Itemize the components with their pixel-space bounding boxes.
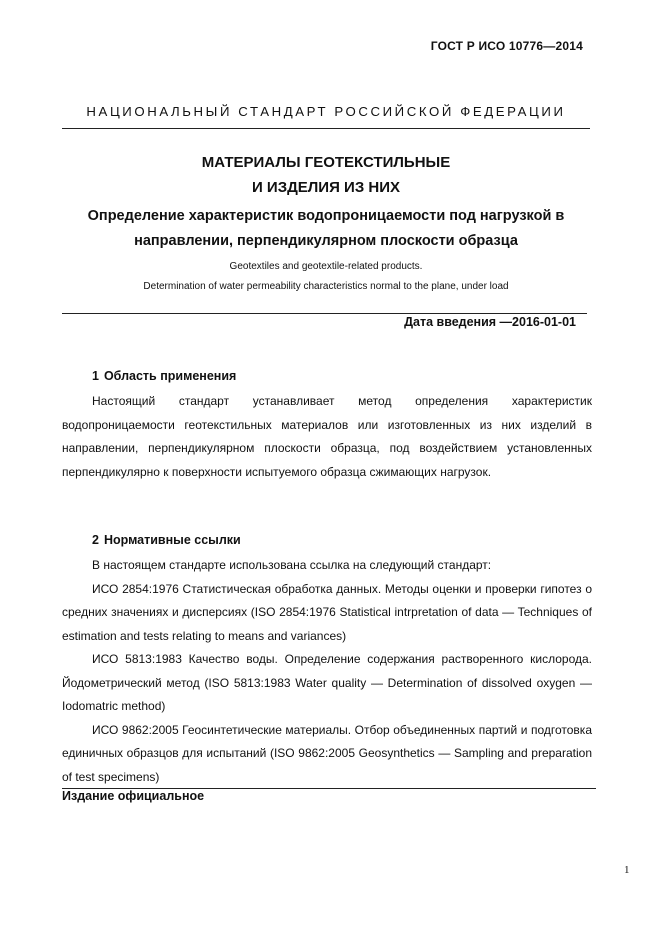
page-number: 1 — [624, 864, 630, 876]
subtitle-line-2: направлении, перпендикулярном плоскости образца — [134, 233, 518, 249]
official-edition-label: Издание официальное — [62, 789, 205, 803]
paragraph: В настоящем стандарте использована ссылка на следующий стандарт: — [92, 558, 492, 572]
section-title: Нормативные ссылки — [103, 533, 241, 547]
document-code: ГОСТ Р ИСО 10776—2014 — [430, 39, 583, 53]
reference-iso-9862: ИСО 9862:2005 Геосинтетические материалы. Отбор объединенных партий и подготовка единичных образцов для испытаний (ISO 9862:2005 Geosynthetics — Sampling and preparation of test specimens) — [62, 722, 592, 784]
section-normative-references — [62, 530, 592, 789]
top-divider — [62, 128, 590, 129]
section-heading — [62, 530, 592, 550]
english-title-line-2: Determination of water permeability characteristics normal to the plane, under load — [143, 281, 509, 292]
title-line-2: И ИЗДЕЛИЯ ИЗ НИХ — [251, 179, 401, 196]
national-standard-heading: НАЦИОНАЛЬНЫЙ СТАНДАРТ РОССИЙСКОЙ ФЕДЕРАЦИИ — [86, 104, 566, 119]
title-divider — [62, 313, 587, 314]
english-title-line-1: Geotextiles and geotextile-related products. — [229, 261, 423, 272]
introduction-date: Дата введения —2016-01-01 — [404, 315, 576, 329]
title-line-1: МАТЕРИАЛЫ ГЕОТЕКСТИЛЬНЫЕ — [201, 154, 451, 171]
section-title: Область применения — [103, 369, 237, 383]
reference-iso-2854: ИСО 2854:1976 Статистическая обработка данных. Методы оценки и проверки гипотез о средних значениях и дисперсиях (ISO 2854:1976 Statistical intrpretation of data — Techniques of estimation and tests relating to means and variances) — [62, 581, 592, 643]
reference-iso-5813: ИСО 5813:1983 Качество воды. Определение содержания растворенного кислорода. Йодометрический метод (ISO 5813:1983 Water quality — Determination of dissolved oxygen — Iodomatric method) — [62, 652, 592, 713]
standard-subtitle — [62, 204, 590, 254]
standard-title — [62, 150, 590, 200]
paragraph: Настоящий стандарт устанавливает метод определения характеристик водопроницаемости геотекстильных материалов или изготовленных из них изделий в направлении, перпендикулярном плоскости образца, под воздействием установленных перпендикулярно к поверхности испытуемого образца сжимающих нагрузок. — [62, 394, 592, 479]
section-number: 1 — [92, 369, 99, 383]
section-scope — [62, 366, 592, 484]
subtitle-line-1: Определение характеристик водопроницаемости под нагрузкой в — [87, 208, 565, 224]
section-number: 2 — [92, 533, 99, 547]
english-title — [62, 257, 590, 297]
section-heading — [62, 366, 592, 386]
